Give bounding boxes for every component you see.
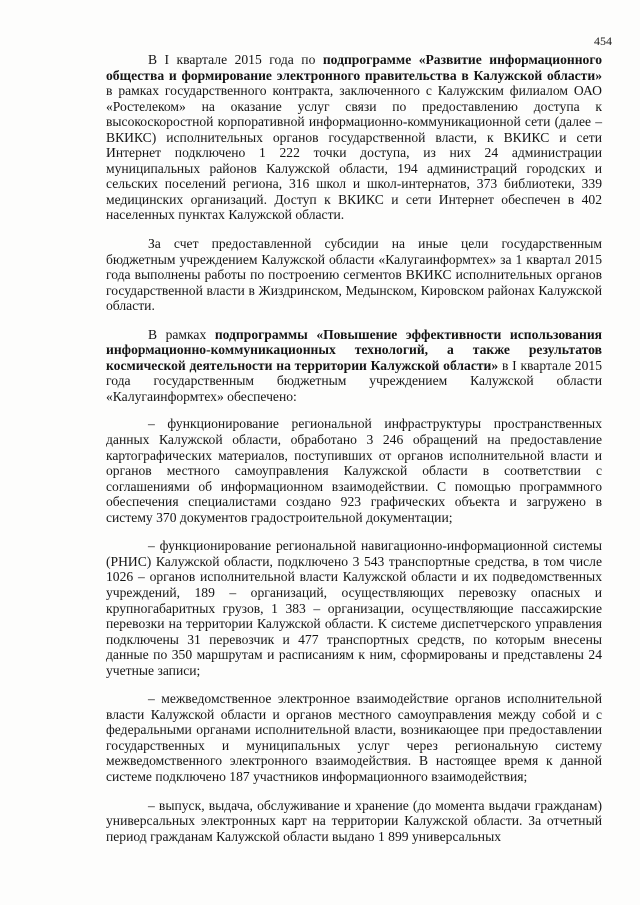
paragraph-text: В рамках [148,326,215,342]
paragraph-text: – функционирование региональной навигационно-информационной системы (РНИС) Калужской области, подключено 3 543 транспортные средства, в том числе 1026 – органов исполнительной власти Калужской области и их подведомственных учреждений, 189 – организаций, осуществляющих перевозку опасных и крупногабаритных грузов, 1 383 – организации, осуществляющие пассажирские перевозки на территории Калужской области. К системе диспетчерского управления подключены 31 перевозчик и 477 транспортных средств, по которым внесены данные по 350 маршрутам и расписаниям к ним, сформированы и представлены 24 учетные записи; [106,538,602,678]
document-body [106,52,602,857]
paragraph-text: – функционирование региональной инфраструктуры пространственных данных Калужской области, обработано 3 246 обращений на предоставление картографических материалов, поступивших от органов исполнительной власти и органов местного самоуправления Калужской области в соответствии с соглашениями об информационном взаимодействии. С помощью программного обеспечения специалистами создано 923 графических объекта и загружено в систему 370 документов градостроительной документации; [106,416,602,525]
paragraph-3 [106,327,602,405]
paragraph-text: – межведомственное электронное взаимодействие органов исполнительной власти Калужской области и органов местного самоуправления между собой и с федеральными органами исполнительной власти, возникающее при предоставлении государственных и муниципальных услуг через региональную систему межведомственного электронного взаимодействия. В настоящее время к данной системе подключено 187 участников информационного взаимодействия; [106,691,602,784]
paragraph-2 [106,236,602,314]
paragraph-1 [106,52,602,223]
paragraph-text: В I квартале 2015 года по [148,52,323,67]
paragraph-text: в рамках государственного контракта, заключенного с Калужским филиалом ОАО «Ростелеком» на оказание услуг связи по предоставлению доступа к высокоскоростной корпоративной информационно-коммуникационной сети (далее – ВКИКС) исполнительных органов государственной власти, к ВКИКС и сети Интернет подключено 1 222 точки доступа, из них 24 администрации муниципальных районов Калужской области, 194 администраций городских и сельских поселений региона, 316 школ и школ-интернатов, 373 библиотеки, 339 медицинских организаций. Доступ к ВКИКС и сети Интернет обеспечен в 402 населенных пунктах Калужской области. [106,83,602,223]
list-item-interagency [106,691,602,784]
list-item-uek [106,798,602,845]
list-item-rnis [106,538,602,678]
page-number: 454 [594,34,612,48]
paragraph-bold-text: подпрограммы «Повышение эффективности использования информационно-коммуникационных технологий, а также результатов космической деятельности на территории Калужской области» [106,326,603,373]
paragraph-text: За счет предоставленной субсидии на иные цели государственным бюджетным учреждением Калужской области «Калугаинформтех» за 1 квартал 2015 года выполнены работы по построению сегментов ВКИКС исполнительных органов государственной власти в Жиздринском, Медынском, Кировском районах Калужской области. [106,236,602,314]
paragraph-text: в I квартале 2015 года государственным бюджетным учреждением Калужской области «Калугаинформтех» обеспечено: [106,357,602,404]
paragraph-text: – выпуск, выдача, обслуживание и хранение (до момента выдачи гражданам) универсальных электронных карт на территории Калужской области. За отчетный период гражданам Калужской области выдано 1 899 универсальных [106,797,602,844]
list-item-spatial-data [106,416,602,525]
paragraph-bold-text: подпрограмме «Развитие информационного общества и формирование электронного правительства в Калужской области» [106,52,602,83]
